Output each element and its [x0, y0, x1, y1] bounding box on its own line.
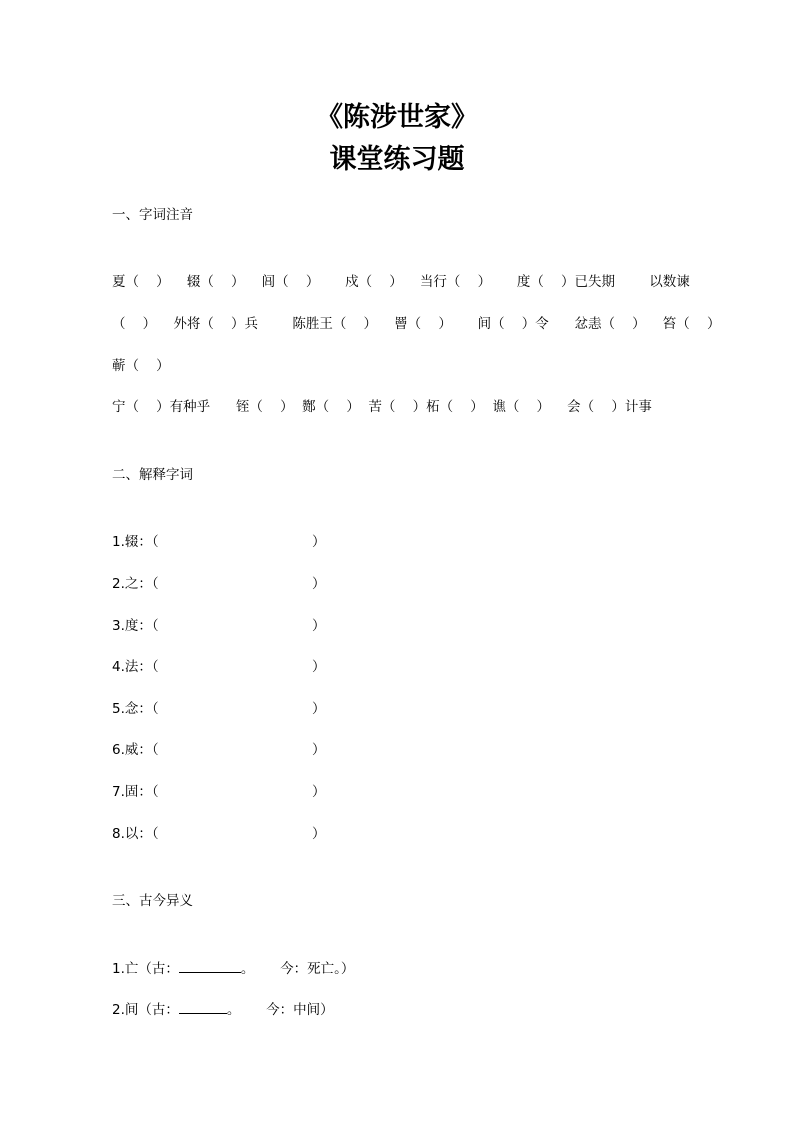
section-2-heading: 二、解释字词: [112, 467, 193, 483]
definition-label: 3.度：（: [112, 618, 159, 634]
fill-blank: [179, 971, 241, 973]
title-line-1: 《陈涉世家》: [316, 102, 478, 133]
item-prefix: 2.间（古：: [112, 1002, 179, 1018]
definition-item-1: [112, 534, 326, 550]
definition-close: ）: [312, 618, 326, 634]
definition-item-2: [112, 576, 326, 592]
section-3-heading: 三、古今异义: [112, 893, 193, 909]
definition-close: ）: [312, 742, 326, 758]
definition-label: 5.念：（: [112, 701, 159, 717]
definition-label: 7.固：（: [112, 784, 159, 800]
item-prefix: 1.亡（古：: [112, 961, 179, 977]
definition-close: ）: [312, 576, 326, 592]
definition-close: ）: [312, 784, 326, 800]
definition-label: 2.之：（: [112, 576, 159, 592]
ancient-modern-item-1: [112, 963, 354, 977]
definition-close: ）: [312, 701, 326, 717]
section-1-heading: 一、字词注音: [112, 207, 193, 223]
definition-item-4: [112, 659, 326, 675]
definition-item-5: [112, 701, 326, 717]
definition-close: ）: [312, 534, 326, 550]
definition-item-8: [112, 826, 326, 842]
item-suffix: 。 今：死亡。）: [240, 961, 355, 977]
pinyin-line-3: 蕲（ ）: [112, 358, 170, 374]
pinyin-line-1: 夏（ ） 辍（ ） 闾（ ） 戍（ ） 当行（ ） 度（ ）已失期 以数谏: [112, 274, 690, 290]
definition-item-6: [112, 742, 326, 758]
item-suffix: 。 今：中间）: [226, 1002, 334, 1018]
definition-label: 1.辍：（: [112, 534, 159, 550]
definition-close: ）: [312, 659, 326, 675]
fill-blank: [179, 1012, 227, 1014]
definition-close: ）: [312, 826, 326, 842]
definition-label: 6.威：（: [112, 742, 159, 758]
pinyin-line-4: 宁（ ）有种乎 铚（ ） 酂（ ） 苦（ ）柘（ ） 谯（ ） 会（ ）计事: [112, 399, 652, 415]
pinyin-line-2: （ ） 外将（ ）兵 陈胜王（ ） 罾（ ） 间（ ）令 忿恚（ ） 笞（ ）: [112, 316, 721, 332]
title-line-2: 课堂练习题: [329, 144, 465, 175]
definition-label: 4.法：（: [112, 659, 159, 675]
definition-item-7: [112, 784, 326, 800]
definition-item-3: [112, 618, 326, 634]
ancient-modern-item-2: [112, 1004, 334, 1018]
definition-label: 8.以：（: [112, 826, 159, 842]
